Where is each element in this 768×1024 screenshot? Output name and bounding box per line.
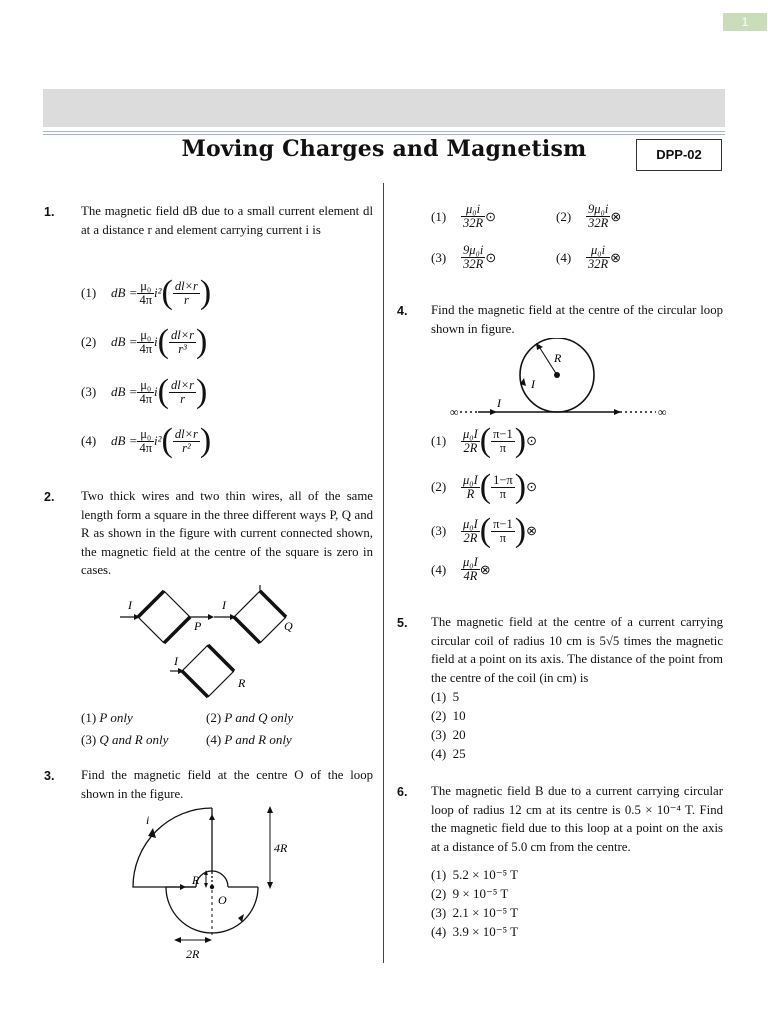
option-label: (1) [431, 208, 447, 224]
header-rule-1 [43, 131, 725, 132]
fraction-numerator: μ₀I [463, 426, 478, 441]
label-r: R [238, 676, 246, 690]
question-number: 2. [44, 490, 55, 504]
fraction-numerator: dl×r [170, 377, 195, 392]
option-item [431, 556, 491, 583]
fraction-numerator: π−1 [493, 516, 513, 531]
fraction [461, 556, 480, 583]
option-item [431, 424, 537, 458]
question-number: 6. [397, 785, 408, 799]
page-title: Moving Charges and Magnetism [181, 136, 587, 162]
parenthesis: ) [196, 373, 208, 410]
infinity-left: ∞ [450, 405, 459, 419]
infinity-right: ∞ [658, 405, 667, 419]
fraction [173, 428, 200, 455]
fraction [137, 428, 154, 455]
center-label: O [218, 893, 227, 907]
fraction [137, 379, 154, 406]
fraction-numerator: μ₀I [463, 516, 478, 531]
fraction-denominator: π [499, 440, 507, 455]
fraction-denominator: r² [182, 440, 191, 455]
option-item [556, 244, 621, 271]
question-text: The magnetic field at the centre of a current carrying circular coil of radius 10 cm is 5√5 times the magnetic field at a point on its axis. The distance of the point from the centre of the coil (in cm) is [431, 615, 723, 685]
current-label: I [531, 377, 535, 391]
option-item: (1) 5.2 × 10⁻⁵ T [431, 867, 519, 882]
parenthesis: ) [199, 274, 212, 311]
option-item [431, 244, 496, 271]
label-q: Q [284, 619, 293, 633]
fraction [137, 280, 154, 307]
option-item: (4) 25 [431, 746, 466, 761]
current-label: I [128, 598, 132, 612]
circular-loop-figure [440, 338, 680, 422]
fraction-denominator: 2R [463, 440, 478, 455]
option-item: (3) 20 [431, 727, 466, 742]
fraction-numerator: dl×r [174, 278, 198, 293]
radius-label: R [192, 873, 200, 887]
option-item [431, 514, 537, 548]
option-item [431, 470, 537, 504]
fraction-denominator: π [499, 486, 507, 501]
fraction-denominator: 32R [588, 216, 609, 230]
fraction [461, 518, 480, 545]
parenthesis: ( [479, 468, 492, 505]
parenthesis: ) [199, 422, 212, 459]
question-number: 4. [397, 304, 408, 318]
fraction-numerator: π−1 [493, 426, 513, 441]
option-item: (3) Q and R only [81, 732, 169, 747]
column-divider [383, 183, 384, 963]
fraction-denominator: r [180, 391, 185, 406]
equation-lhs: dB = [111, 285, 138, 300]
current-label: I [222, 598, 226, 612]
current-label: I [174, 654, 178, 668]
fraction [491, 428, 515, 455]
dpp-code: DPP-02 [636, 139, 722, 171]
fraction-denominator: 32R [463, 216, 484, 230]
fraction-denominator: 32R [463, 257, 484, 271]
direction-symbol: ⊙ [485, 249, 497, 265]
option-item: (4) P and R only [206, 732, 292, 747]
fraction-numerator: 9μ₀i [463, 243, 484, 257]
parenthesis: ) [196, 323, 208, 360]
direction-symbol: ⊙ [526, 479, 537, 494]
equation-lhs: dB = [111, 334, 138, 349]
fraction-numerator: 9μ₀i [588, 202, 609, 216]
option-label: (2) [431, 479, 447, 494]
square-wires-figure [110, 585, 310, 705]
question-number: 1. [44, 205, 55, 219]
parenthesis: ( [161, 422, 173, 459]
square-p [120, 591, 214, 643]
option-item: (2) P and Q only [206, 710, 294, 725]
fraction-numerator: μ₀i [586, 244, 610, 258]
parenthesis: ) [514, 512, 527, 549]
option-item [556, 203, 621, 230]
option-item [81, 375, 207, 409]
option-item: (2) 9 × 10⁻⁵ T [431, 886, 509, 901]
current-label: I [497, 396, 501, 410]
option-label: (4) [431, 561, 447, 577]
height-label: 4R [274, 841, 288, 855]
fraction [586, 203, 610, 230]
question-text: The magnetic field dB due to a small current element dl at a distance r and element carrying current i is [81, 204, 373, 237]
current-term: i² [154, 433, 162, 448]
fraction [173, 280, 200, 307]
option-label: (4) [81, 433, 97, 448]
fraction-denominator: 4π [139, 292, 153, 307]
option-label: (4) [556, 249, 572, 265]
fraction-denominator: 32R [588, 257, 609, 271]
fraction [461, 244, 485, 271]
fraction-denominator: r [183, 292, 189, 307]
square-q [214, 585, 293, 643]
fraction [491, 518, 515, 545]
fraction-numerator: 1−π [493, 472, 513, 487]
question-text: Two thick wires and two thin wires, all of the same length form a square in the three different ways P, Q and R as shown in the figure with current connected shown, the magnetic field at the centre of the square is zero in cases. [81, 489, 373, 577]
header-rule-2 [43, 134, 725, 135]
fraction-denominator: 4π [139, 391, 153, 406]
fraction-denominator: 4π [139, 341, 153, 356]
direction-symbol: ⊙ [526, 433, 537, 448]
option-item [81, 276, 211, 310]
header-band [43, 89, 725, 127]
fraction-numerator: μ₀ [137, 329, 154, 343]
option-label: (1) [431, 433, 447, 448]
fraction [169, 329, 196, 356]
direction-symbol: ⊙ [485, 208, 497, 224]
current-label: i [146, 813, 150, 827]
equation-lhs: dB = [111, 433, 138, 448]
option-item: (1) 5 [431, 689, 460, 704]
fraction-denominator: 4π [139, 440, 153, 455]
question-number: 3. [44, 769, 55, 783]
width-label: 2R [186, 947, 200, 961]
parenthesis: ) [514, 422, 527, 459]
current-term: i² [154, 285, 162, 300]
option-item: (1) P only [81, 710, 133, 725]
option-label: (2) [81, 334, 97, 349]
label-p: P [194, 619, 202, 633]
fraction-numerator: μ₀i [461, 203, 485, 217]
current-term: i [154, 384, 158, 399]
option-item: (4) 3.9 × 10⁻⁵ T [431, 924, 519, 939]
fraction [491, 474, 515, 501]
parenthesis: ( [157, 323, 169, 360]
parenthesis: ( [161, 274, 173, 311]
fraction [461, 474, 480, 501]
direction-symbol: ⊗ [479, 561, 491, 577]
fraction-denominator: r³ [178, 341, 187, 356]
direction-symbol: ⊗ [610, 249, 622, 265]
equation-lhs: dB = [111, 384, 138, 399]
loop-figure [120, 800, 300, 965]
fraction-numerator: μ₀ [137, 428, 154, 442]
option-item [431, 203, 496, 230]
fraction-numerator: μ₀I [463, 555, 478, 569]
square-r [170, 645, 246, 697]
fraction-numerator: μ₀ [137, 280, 154, 294]
option-item [81, 325, 207, 359]
fraction-numerator: dl×r [174, 426, 198, 441]
fraction [137, 329, 154, 356]
question-number: 5. [397, 616, 408, 630]
fraction-numerator: μ₀ [137, 379, 154, 393]
option-item: (2) 10 [431, 708, 466, 723]
option-label: (3) [81, 384, 97, 399]
current-term: i [154, 334, 158, 349]
option-label: (2) [556, 208, 572, 224]
question-text: The magnetic field B due to a current carrying circular loop of radius 12 cm at its centre is 0.5 × 10⁻⁴ T. Find the magnetic field due to this loop at a point on the axis at a distance of 5.0 cm from the centre. [431, 784, 723, 854]
question-text: Find the magnetic field at the centre of the circular loop shown in figure. [431, 303, 723, 336]
radius-label: R [554, 351, 562, 365]
option-item [81, 424, 211, 458]
option-item: (3) 2.1 × 10⁻⁵ T [431, 905, 519, 920]
fraction-denominator: 4R [463, 569, 478, 583]
option-label: (3) [431, 523, 447, 538]
fraction-denominator: π [499, 530, 507, 545]
fraction-denominator: R [466, 486, 475, 501]
fraction-denominator: 2R [463, 530, 478, 545]
direction-symbol: ⊗ [526, 523, 537, 538]
direction-symbol: ⊗ [610, 208, 622, 224]
option-label: (1) [81, 285, 97, 300]
fraction-numerator: dl×r [170, 327, 195, 342]
fraction [586, 244, 610, 271]
option-label: (3) [431, 249, 447, 265]
parenthesis: ( [479, 422, 492, 459]
question-text: Find the magnetic field at the centre O of the loop shown in the figure. [81, 768, 373, 801]
page-number-badge: 1 [723, 13, 767, 31]
fraction-numerator: μ₀I [463, 472, 478, 487]
parenthesis: ( [157, 373, 169, 410]
parenthesis: ( [479, 512, 492, 549]
fraction [461, 203, 485, 230]
parenthesis: ) [514, 468, 527, 505]
fraction [169, 379, 196, 406]
fraction [461, 428, 480, 455]
